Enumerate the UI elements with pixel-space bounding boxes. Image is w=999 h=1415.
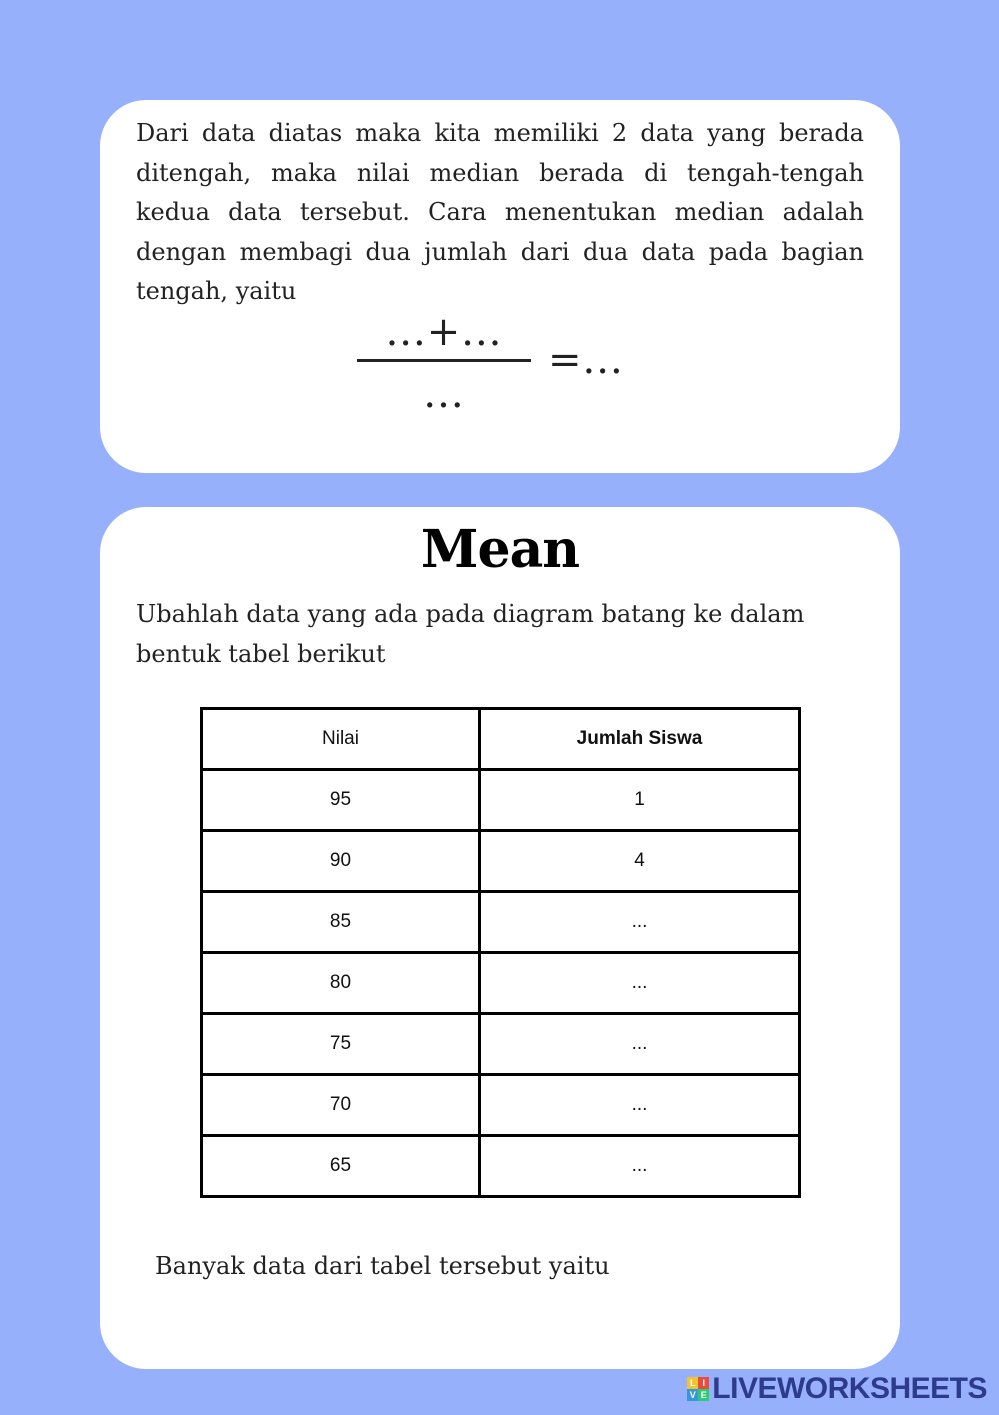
fraction-bar — [357, 359, 531, 362]
table-row — [202, 1136, 800, 1197]
cell-jumlah-siswa[interactable]: ... — [480, 892, 800, 953]
frequency-table — [200, 707, 801, 1198]
cell-nilai: 65 — [202, 1136, 480, 1197]
formula-denominator: ... — [423, 371, 465, 417]
cell-nilai: 70 — [202, 1075, 480, 1136]
table-row — [202, 770, 800, 831]
formula-result: =... — [548, 337, 624, 383]
cell-nilai: 90 — [202, 831, 480, 892]
header-nilai: Nilai — [202, 709, 480, 770]
section-title: Mean — [420, 519, 580, 580]
logo-letter: V — [687, 1389, 698, 1401]
table-header-row — [202, 709, 800, 770]
cell-jumlah-siswa[interactable]: 4 — [480, 831, 800, 892]
mean-instruction-text: Ubahlah data yang ada pada diagram batang ke dalam bentuk tabel berikut — [136, 600, 805, 668]
cell-nilai: 80 — [202, 953, 480, 1014]
cell-jumlah-siswa[interactable]: ... — [480, 1136, 800, 1197]
mean-card — [100, 507, 900, 1369]
liveworksheets-watermark[interactable] — [687, 1369, 987, 1409]
cell-nilai: 85 — [202, 892, 480, 953]
cell-jumlah-siswa[interactable]: ... — [480, 1075, 800, 1136]
liveworksheets-logo-icon — [687, 1377, 709, 1401]
median-explanation-text: Dari data diatas maka kita memiliki 2 data yang berada ditengah, maka nilai median berada di tengah-tengah kedua data tersebut. Cara menentukan median adalah dengan membagi dua jumlah dari dua data pada bagian tengah, yaitu — [136, 119, 864, 305]
cell-nilai: 95 — [202, 770, 480, 831]
table-row — [202, 1014, 800, 1075]
header-jumlah-siswa: Jumlah Siswa — [480, 709, 800, 770]
logo-letter: I — [698, 1377, 709, 1389]
cell-nilai: 75 — [202, 1014, 480, 1075]
formula-numerator: ...+... — [385, 309, 503, 355]
cell-jumlah-siswa[interactable]: 1 — [480, 770, 800, 831]
logo-letter: E — [698, 1389, 709, 1401]
median-formula — [355, 309, 675, 422]
table-row — [202, 953, 800, 1014]
cell-jumlah-siswa[interactable]: ... — [480, 953, 800, 1014]
total-data-text: Banyak data dari tabel tersebut yaitu — [155, 1252, 610, 1280]
logo-letter: L — [687, 1377, 698, 1389]
table-row — [202, 892, 800, 953]
cell-jumlah-siswa[interactable]: ... — [480, 1014, 800, 1075]
median-card — [100, 100, 900, 473]
table-row — [202, 1075, 800, 1136]
watermark-text: LIVEWORKSHEETS — [712, 1372, 987, 1405]
table-row — [202, 831, 800, 892]
